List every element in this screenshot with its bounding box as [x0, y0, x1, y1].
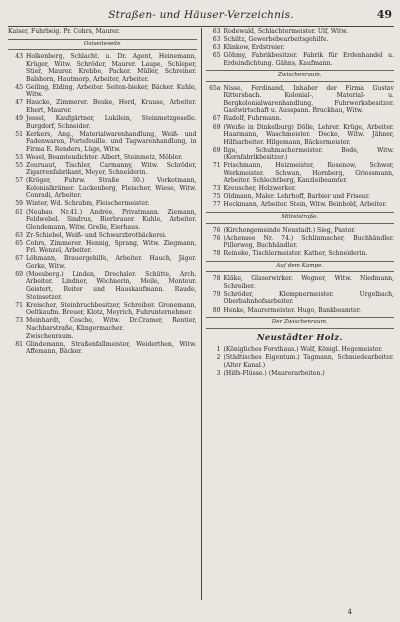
address-entry — [206, 85, 395, 115]
address-entry — [206, 235, 395, 250]
address-entry — [206, 162, 395, 185]
address-entry — [8, 131, 197, 154]
house-number: 73 — [15, 317, 23, 325]
house-number: 71 — [15, 301, 23, 309]
address-entry — [206, 275, 395, 290]
house-number: 65 — [212, 52, 221, 60]
residents-text: Rudolf, Fuhrmann. — [223, 115, 282, 123]
page-number: 49 — [376, 8, 392, 21]
residents-text: Kreischer, Steinbruchbesitzer, Schreiber. Gronemann, Oeltkaufm. Breuer, Klotz, Meyrich, Fuhrunternehmer. — [26, 301, 197, 317]
residents-text: Ilge, Schuhmachermeister. Bode, Witw. (Kornfabrikbesitzer.) — [223, 146, 394, 162]
address-entry — [8, 271, 197, 301]
address-entry — [8, 232, 197, 240]
residents-text: Oldmann, Maler. Lehrhoff, Barbier und Friseur. — [223, 193, 371, 201]
house-number: 78 — [212, 275, 221, 283]
house-number: 61 — [15, 208, 23, 216]
residents-text: Zr-Schiebel, Weiß- und Schwarzbrotbäckerei. — [26, 231, 167, 239]
left-entry-list — [8, 53, 197, 356]
residents-text: Cohrs, Zimmerer. Hennig, Sprang, Witw. Ziegmann, Frl. Wenzel, Arbeiter. — [26, 239, 197, 255]
house-number: 80 — [212, 306, 221, 314]
page-header — [8, 6, 394, 27]
address-entry — [8, 240, 197, 255]
address-entry — [8, 154, 197, 162]
address-entry — [8, 302, 197, 317]
address-entry — [206, 124, 395, 147]
two-column-body — [8, 28, 394, 600]
section-heading: Mittelstraße. — [206, 212, 395, 224]
address-entry — [206, 28, 395, 36]
residents-text: Rodewald, Schlachtermeister. Ulf, Witw. — [223, 28, 348, 35]
address-entry — [8, 255, 197, 270]
address-entry — [206, 201, 395, 209]
house-number: 55 — [15, 161, 23, 169]
house-number: 43 — [15, 53, 23, 61]
address-entry — [206, 346, 395, 354]
house-number: 45 — [15, 83, 23, 91]
house-number: 78 — [212, 250, 221, 258]
address-entry — [206, 250, 395, 258]
section-heading: Ostseiteseite — [8, 39, 197, 51]
residents-text: (Kirchengemeinde Neustadt.) Sieg, Pastor. — [223, 226, 356, 234]
right-entry-list-mid2 — [206, 227, 395, 258]
house-number: 47 — [15, 99, 23, 107]
address-entry — [8, 341, 197, 356]
house-number: 77 — [212, 201, 221, 209]
house-number: 76 — [212, 226, 221, 234]
house-number: 73 — [212, 185, 221, 193]
house-number: 57 — [15, 177, 23, 185]
house-number: 69 — [212, 146, 221, 154]
address-entry — [206, 36, 395, 44]
residents-text: Wesel, Beamtendichter. Albert, Steinmetz, Möbler. — [26, 153, 183, 161]
address-entry — [8, 115, 197, 130]
house-number: 75 — [212, 193, 221, 201]
residents-text: (Achensee Nr. 74.) Schlinmacher, Buchhändler. Pillerweg, Buchhändler. — [223, 234, 394, 250]
address-entry — [206, 147, 395, 162]
house-number: 59 — [15, 200, 23, 208]
house-number: 51 — [15, 130, 23, 138]
residents-text: Kläke, Glaserwirker. Wegner, Witw. Niedmann, Schreiber. — [223, 275, 394, 290]
section-heading: Zwischenraum. — [206, 70, 395, 82]
address-entry — [206, 307, 395, 315]
house-number: 49 — [15, 114, 23, 122]
residents-text: Jessel, Kaufgärtner, Lukilein, Steinmetzgeselle. Burgdorf, Schneider. — [26, 114, 197, 130]
address-entry — [206, 227, 395, 235]
residents-text: Schiltz, Gewerbebearbeitsgehilfe. — [223, 36, 329, 44]
address-entry — [8, 53, 197, 83]
residents-text: (Kröger, Fuhrw. Straße 30.) Vorkotmann, Kolonialkrämer. Luckenberg, Fleischer, Wiese, Witw. Conradi, Arbeiter. — [26, 177, 197, 200]
address-entry — [206, 370, 395, 378]
left-column — [8, 28, 201, 600]
house-number: 63 — [15, 231, 23, 239]
house-number: 79 — [212, 290, 221, 298]
residents-text: Meinhardt, Cosche, Witw. Dr.Cramer, Rentier, Nachbarstraße, Klingermacher. — [26, 317, 197, 332]
address-entry — [8, 317, 197, 332]
page-title: Straßen- und Häuser-Verzeichnis. — [108, 9, 294, 21]
residents-text: Winter, Wd. Schrabm, Fleischermeister. — [26, 200, 150, 208]
house-number: 1 — [216, 346, 221, 354]
address-entry — [8, 162, 197, 177]
address-entry — [8, 209, 197, 232]
house-number: 63 — [212, 28, 221, 35]
house-number: 53 — [15, 153, 23, 161]
right-entry-list-top — [206, 28, 395, 67]
residents-text: Henke, Maurermeister. Hugo, Bankbeamter. — [223, 306, 361, 314]
house-number: 69 — [212, 123, 221, 131]
house-number: 69 — [15, 270, 23, 278]
house-number: 65 — [15, 239, 23, 247]
residents-text: Reineke, Tischlermeister. Kather, Schneiderin. — [223, 250, 368, 258]
address-entry — [206, 115, 395, 123]
house-number: 65a — [209, 84, 221, 92]
right-entry-list-mid — [206, 85, 395, 209]
right-entry-list-bottom — [206, 275, 395, 314]
residents-text: (Städtisches Eigentum.) Tagmann, Schmiedearbeiter. (Alter Kanal.) — [223, 354, 394, 369]
residents-text: Glindemann, Straßenfallmeister, Weiderthen, Witw. Affemann, Bäcker. — [26, 340, 197, 356]
right-column — [201, 28, 395, 600]
residents-text: Kreuscher, Holzwerker. — [223, 185, 297, 193]
address-entry — [8, 200, 197, 208]
address-entry — [206, 44, 395, 52]
residents-text: (Königliches Forsthaus.) Wolf, Königl. Hegemeister. — [223, 346, 383, 354]
residents-text: (Hilfs-Flüsse.) (Maurerarbeiten.) — [223, 369, 325, 377]
house-number — [8, 333, 26, 341]
address-entry — [206, 291, 395, 306]
address-entry — [8, 177, 197, 200]
address-entry — [206, 185, 395, 193]
residents-text: Löhmann, Brauergehilfe, Arbeiter. Hauch, Jäger. Gerke, Witw. — [26, 255, 197, 270]
address-entry — [206, 193, 395, 201]
address-entry — [8, 333, 197, 341]
section-heading: Auf dem Kampe. — [206, 261, 395, 273]
house-number: 71 — [212, 162, 221, 170]
big-section-heading: Neustädter Holz. — [256, 332, 343, 343]
residents-text: (Weiße in Dinkelburg) Dölle, Lehrer. Krüge, Arbeiter. Haarmann, Waschmeister. Decke, Witw. Jähner, Hilfsarbeiter. Hilgemann, Bäckermeister. — [223, 123, 394, 146]
residents-text: Haucke, Zimmerer. Beuke, Herd, Krause, Arbeiter. Ehert, Maurer. — [26, 99, 197, 114]
house-number: 3 — [216, 369, 221, 377]
left-top-entry: Kaiser, Fuhrbeig. Pr. Cohrs, Maurer. — [8, 28, 121, 35]
address-entry — [8, 99, 197, 114]
residents-text: Schröder, Klempnermeister. Urgelbach, Oberbahnhofsarbeiter. — [223, 290, 394, 306]
residents-text: (Moesberg.) Linden, Drechsler. Schütte, Arch. Arbeiter. Lindner, Wöchnerin, Meile, Monteur. Geistert, Reiter und Hauskaufmann. Raude, Steinsetzer. — [26, 270, 197, 301]
address-entry — [206, 354, 395, 369]
residents-text: Frischmann, Heizmeister, Rosenow, Schwer, Werkmeister. Schwan, Hornberg, Griessmann, Arbeiter. Schlechtberg, Kanzleibeamter. — [223, 162, 394, 185]
house-number: 81 — [15, 340, 23, 348]
house-number: 63 — [212, 36, 221, 44]
address-entry — [206, 52, 395, 67]
residents-text: Nisse, Ferdinand, Inhaber der Firma Gustav Rittersbach. Kolonial-, Material- u. Bergkolonialwarenhandlung, Fuhrwerksbesitzer. Gastwirtschaft u. Ausspann. Bruckhau, Witw. — [223, 84, 394, 115]
house-number: 67 — [15, 255, 23, 263]
residents-text: Göhmy, Fabrikbesitzer. Fabrik für Erdenhandel u. Erdeindichtung. Gähns, Kaufmann. — [223, 52, 394, 67]
residents-text: Heckmann, Arbeiter. Stein, Witw. Beinhold, Arbeiter. — [223, 201, 387, 209]
right-entry-list-final — [206, 346, 395, 377]
house-number: 76 — [212, 234, 221, 242]
residents-text: Zwischenraum. — [26, 332, 74, 340]
residents-text: Zouruaut, Tischler, Carmanny, Witw. Schröder, Zigarrenfabrikant, Meyer, Schneiderin. — [26, 161, 197, 177]
residents-text: Holkenberg, Schlacht. u. Dr. Agent, Heinemann, Krüger, Witw. Schröder, Maurer. Laupe, Schleper, Stier, Maurer. Krebbe, Packer. Müller, Schreiner. Balshorn, Hautmorp, Arbeiter, Arbeiter. — [26, 53, 197, 83]
house-number: 63 — [212, 44, 221, 52]
footer-mark: 4 — [347, 608, 352, 616]
residents-text: (Neubau Nr.41.) Andrée, Privatmann. Ziemann, Feldwebel. Sindrus, Bierbrauer. Kuhle, Arbeiter. Glendemann, Witw. Grelle, Eierhaus. — [26, 208, 197, 231]
residents-text: Geiling, Elding, Arbeiter. Seiten-bieker, Bäcker. Kuhle, Witw. — [26, 83, 197, 99]
residents-text: Klinkow, Erdstreier. — [223, 44, 285, 52]
house-number: 67 — [212, 115, 221, 123]
house-number: 2 — [216, 354, 221, 362]
section-heading: Der Zwischenraum. — [206, 317, 395, 329]
residents-text: Kerkers, Ang., Materialwarenhandlung, Weiß- und Fadenwaren, Portefeuille. und Tagwarenhandlung, in Firma E. Renders, Lüge, Witw. — [26, 130, 197, 153]
address-entry — [8, 84, 197, 99]
